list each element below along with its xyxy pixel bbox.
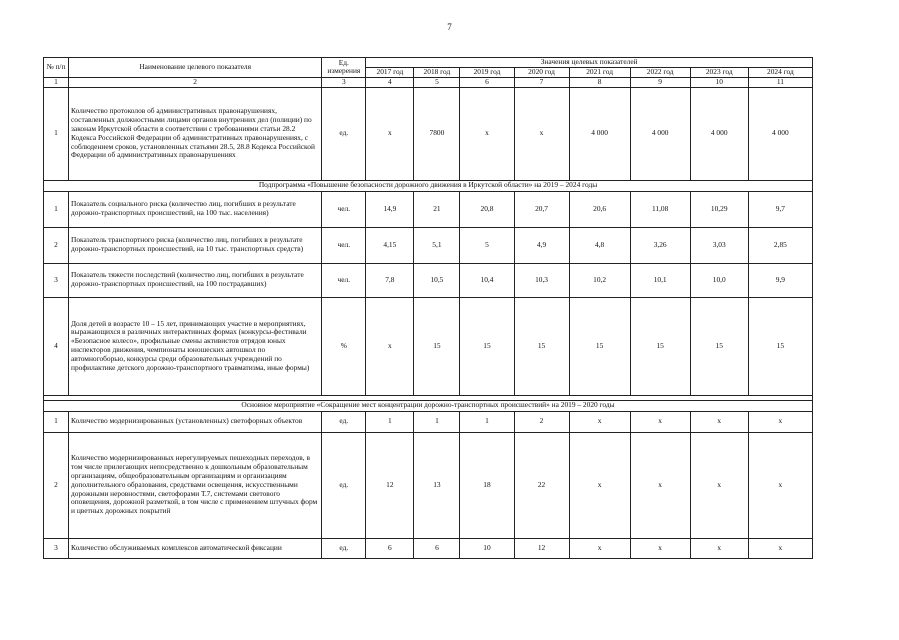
value-cell: х bbox=[569, 538, 630, 558]
value-cell: 15 bbox=[460, 297, 514, 395]
value-cell: 10,0 bbox=[690, 263, 748, 297]
indicator-name: Доля детей в возрасте 10 – 15 лет, принимающих участие в мероприятиях, выражающихся в различных интерактивных формах (конкурсы-фестивали «Безопасное колесо», профильные смены активистов отрядов юных инспекторов движения, чемпионаты юношеских автошкол по автомногоборью, конкурсы среди образовательных учреждений по профилактике детского дорожно-транспортного травматизма, иные формы) bbox=[69, 297, 322, 395]
value-cell: 1 bbox=[460, 411, 514, 432]
header-year: 2024 год bbox=[748, 67, 812, 77]
col-index: 11 bbox=[748, 77, 812, 87]
value-cell: 15 bbox=[514, 297, 569, 395]
row-number: 3 bbox=[44, 263, 69, 297]
value-cell: х bbox=[366, 87, 414, 180]
indicators-table bbox=[43, 57, 813, 559]
header-values: Значения целевых показателей bbox=[366, 58, 813, 68]
indicator-name: Показатель транспортного риска (количество лиц, погибших в результате дорожно-транспортных происшествий, на 10 тыс. транспортных средств) bbox=[69, 227, 322, 263]
value-cell: 1 bbox=[414, 411, 460, 432]
unit-cell: ед. bbox=[322, 87, 366, 180]
value-cell: 9,9 bbox=[748, 263, 812, 297]
value-cell: х bbox=[569, 411, 630, 432]
value-cell: 12 bbox=[514, 538, 569, 558]
value-cell: 15 bbox=[748, 297, 812, 395]
value-cell: 10,5 bbox=[414, 263, 460, 297]
value-cell: х bbox=[630, 538, 690, 558]
value-cell: 22 bbox=[514, 432, 569, 538]
col-index: 2 bbox=[69, 77, 322, 87]
value-cell: 4 000 bbox=[630, 87, 690, 180]
table-row bbox=[44, 263, 813, 297]
col-index: 4 bbox=[366, 77, 414, 87]
value-cell: 15 bbox=[569, 297, 630, 395]
unit-cell: ед. bbox=[322, 538, 366, 558]
unit-cell: чел. bbox=[322, 263, 366, 297]
header-year: 2018 год bbox=[414, 67, 460, 77]
row-number: 1 bbox=[44, 87, 69, 180]
value-cell: 10,29 bbox=[690, 191, 748, 227]
value-cell: 10,2 bbox=[569, 263, 630, 297]
row-number: 2 bbox=[44, 227, 69, 263]
page-number: 7 bbox=[447, 22, 452, 32]
value-cell: 11,08 bbox=[630, 191, 690, 227]
value-cell: 15 bbox=[414, 297, 460, 395]
value-cell: 20,8 bbox=[460, 191, 514, 227]
value-cell: 20,7 bbox=[514, 191, 569, 227]
indicator-name: Показатель тяжести последствий (количество лиц, погибших в результате дорожно-транспортных происшествий, на 100 пострадавших) bbox=[69, 263, 322, 297]
row-number: 4 bbox=[44, 297, 69, 395]
value-cell: х bbox=[748, 411, 812, 432]
value-cell: 7800 bbox=[414, 87, 460, 180]
header-year: 2017 год bbox=[366, 67, 414, 77]
header-name: Наименование целевого показателя bbox=[69, 58, 322, 78]
header-unit: Ед. измерения bbox=[322, 58, 366, 78]
unit-cell: ед. bbox=[322, 432, 366, 538]
col-index: 1 bbox=[44, 77, 69, 87]
value-cell: х bbox=[690, 411, 748, 432]
value-cell: 4 000 bbox=[690, 87, 748, 180]
col-index: 9 bbox=[630, 77, 690, 87]
value-cell: 15 bbox=[630, 297, 690, 395]
value-cell: х bbox=[514, 87, 569, 180]
row-number: 2 bbox=[44, 432, 69, 538]
table-row bbox=[44, 432, 813, 538]
table-row bbox=[44, 191, 813, 227]
value-cell: х bbox=[460, 87, 514, 180]
header-year: 2023 год bbox=[690, 67, 748, 77]
value-cell: 13 bbox=[414, 432, 460, 538]
section-title-main-event: Основное мероприятие «Сокращение мест концентрации дорожно-транспортных происшествий» на 2019 – 2020 годы bbox=[44, 400, 813, 411]
col-index: 5 bbox=[414, 77, 460, 87]
value-cell: х bbox=[690, 538, 748, 558]
value-cell: 10,4 bbox=[460, 263, 514, 297]
table-row bbox=[44, 227, 813, 263]
row-number: 3 bbox=[44, 538, 69, 558]
indicator-name: Количество модернизированных нерегулируемых пешеходных переходов, в том числе прилегающих непосредственно к дошкольным образовательным организациям, общеобразовательным организациям и организациям дополнительного образования, средствами освещения, искусственными дорожными неровностями, светофорами Т.7, системами светового оповещения, дорожной разметкой, в том числе с применением штучных форм и цветных дорожных покрытий bbox=[69, 432, 322, 538]
value-cell: 1 bbox=[366, 411, 414, 432]
value-cell: 4 000 bbox=[748, 87, 812, 180]
row-number: 1 bbox=[44, 191, 69, 227]
table-row bbox=[44, 411, 813, 432]
indicator-name: Количество протоколов об административных правонарушениях, составленных должностными лицами органов внутренних дел (полиции) по законам Иркутской области в соответствии с требованиями статьи 28.2 Кодекса Российской Федерации об административных правонарушениях, с соблюдением сроков, установленных статьями 28.5, 28.8 Кодекса Российской Федерации об административных правонарушениях bbox=[69, 87, 322, 180]
value-cell: 5 bbox=[460, 227, 514, 263]
value-cell: 5,1 bbox=[414, 227, 460, 263]
col-index: 6 bbox=[460, 77, 514, 87]
header-year: 2019 год bbox=[460, 67, 514, 77]
value-cell: 4,15 bbox=[366, 227, 414, 263]
value-cell: 6 bbox=[366, 538, 414, 558]
value-cell: х bbox=[690, 432, 748, 538]
value-cell: 21 bbox=[414, 191, 460, 227]
col-index: 8 bbox=[569, 77, 630, 87]
value-cell: 12 bbox=[366, 432, 414, 538]
value-cell: 15 bbox=[690, 297, 748, 395]
value-cell: х bbox=[630, 432, 690, 538]
value-cell: 3,03 bbox=[690, 227, 748, 263]
indicator-name: Количество обслуживаемых комплексов автоматической фиксации bbox=[69, 538, 322, 558]
value-cell: 3,26 bbox=[630, 227, 690, 263]
value-cell: 2,85 bbox=[748, 227, 812, 263]
header-year: 2020 год bbox=[514, 67, 569, 77]
value-cell: 14,9 bbox=[366, 191, 414, 227]
value-cell: 4,9 bbox=[514, 227, 569, 263]
table-row bbox=[44, 87, 813, 180]
value-cell: х bbox=[748, 538, 812, 558]
section-title-subprogram: Подпрограмма «Повышение безопасности дорожного движения в Иркутской области» на 2019 – 2024 годы bbox=[44, 180, 813, 191]
col-index: 3 bbox=[322, 77, 366, 87]
row-number: 1 bbox=[44, 411, 69, 432]
header-year: 2021 год bbox=[569, 67, 630, 77]
value-cell: 10,1 bbox=[630, 263, 690, 297]
value-cell: х bbox=[748, 432, 812, 538]
table-row bbox=[44, 297, 813, 395]
value-cell: 4,8 bbox=[569, 227, 630, 263]
value-cell: х bbox=[630, 411, 690, 432]
value-cell: 10 bbox=[460, 538, 514, 558]
value-cell: 20,6 bbox=[569, 191, 630, 227]
value-cell: х bbox=[569, 432, 630, 538]
unit-cell: ед. bbox=[322, 411, 366, 432]
value-cell: 4 000 bbox=[569, 87, 630, 180]
unit-cell: чел. bbox=[322, 227, 366, 263]
value-cell: 2 bbox=[514, 411, 569, 432]
table-row bbox=[44, 538, 813, 558]
indicator-name: Количество модернизированных (установленных) светофорных объектов bbox=[69, 411, 322, 432]
col-index: 7 bbox=[514, 77, 569, 87]
value-cell: 6 bbox=[414, 538, 460, 558]
value-cell: 18 bbox=[460, 432, 514, 538]
unit-cell: % bbox=[322, 297, 366, 395]
indicator-name: Показатель социального риска (количество лиц, погибших в результате дорожно-транспортных происшествий, на 100 тыс. населения) bbox=[69, 191, 322, 227]
unit-cell: чел. bbox=[322, 191, 366, 227]
value-cell: 10,3 bbox=[514, 263, 569, 297]
value-cell: х bbox=[366, 297, 414, 395]
header-year: 2022 год bbox=[630, 67, 690, 77]
header-num: № п/п bbox=[44, 58, 69, 78]
value-cell: 7,8 bbox=[366, 263, 414, 297]
col-index: 10 bbox=[690, 77, 748, 87]
value-cell: 9,7 bbox=[748, 191, 812, 227]
